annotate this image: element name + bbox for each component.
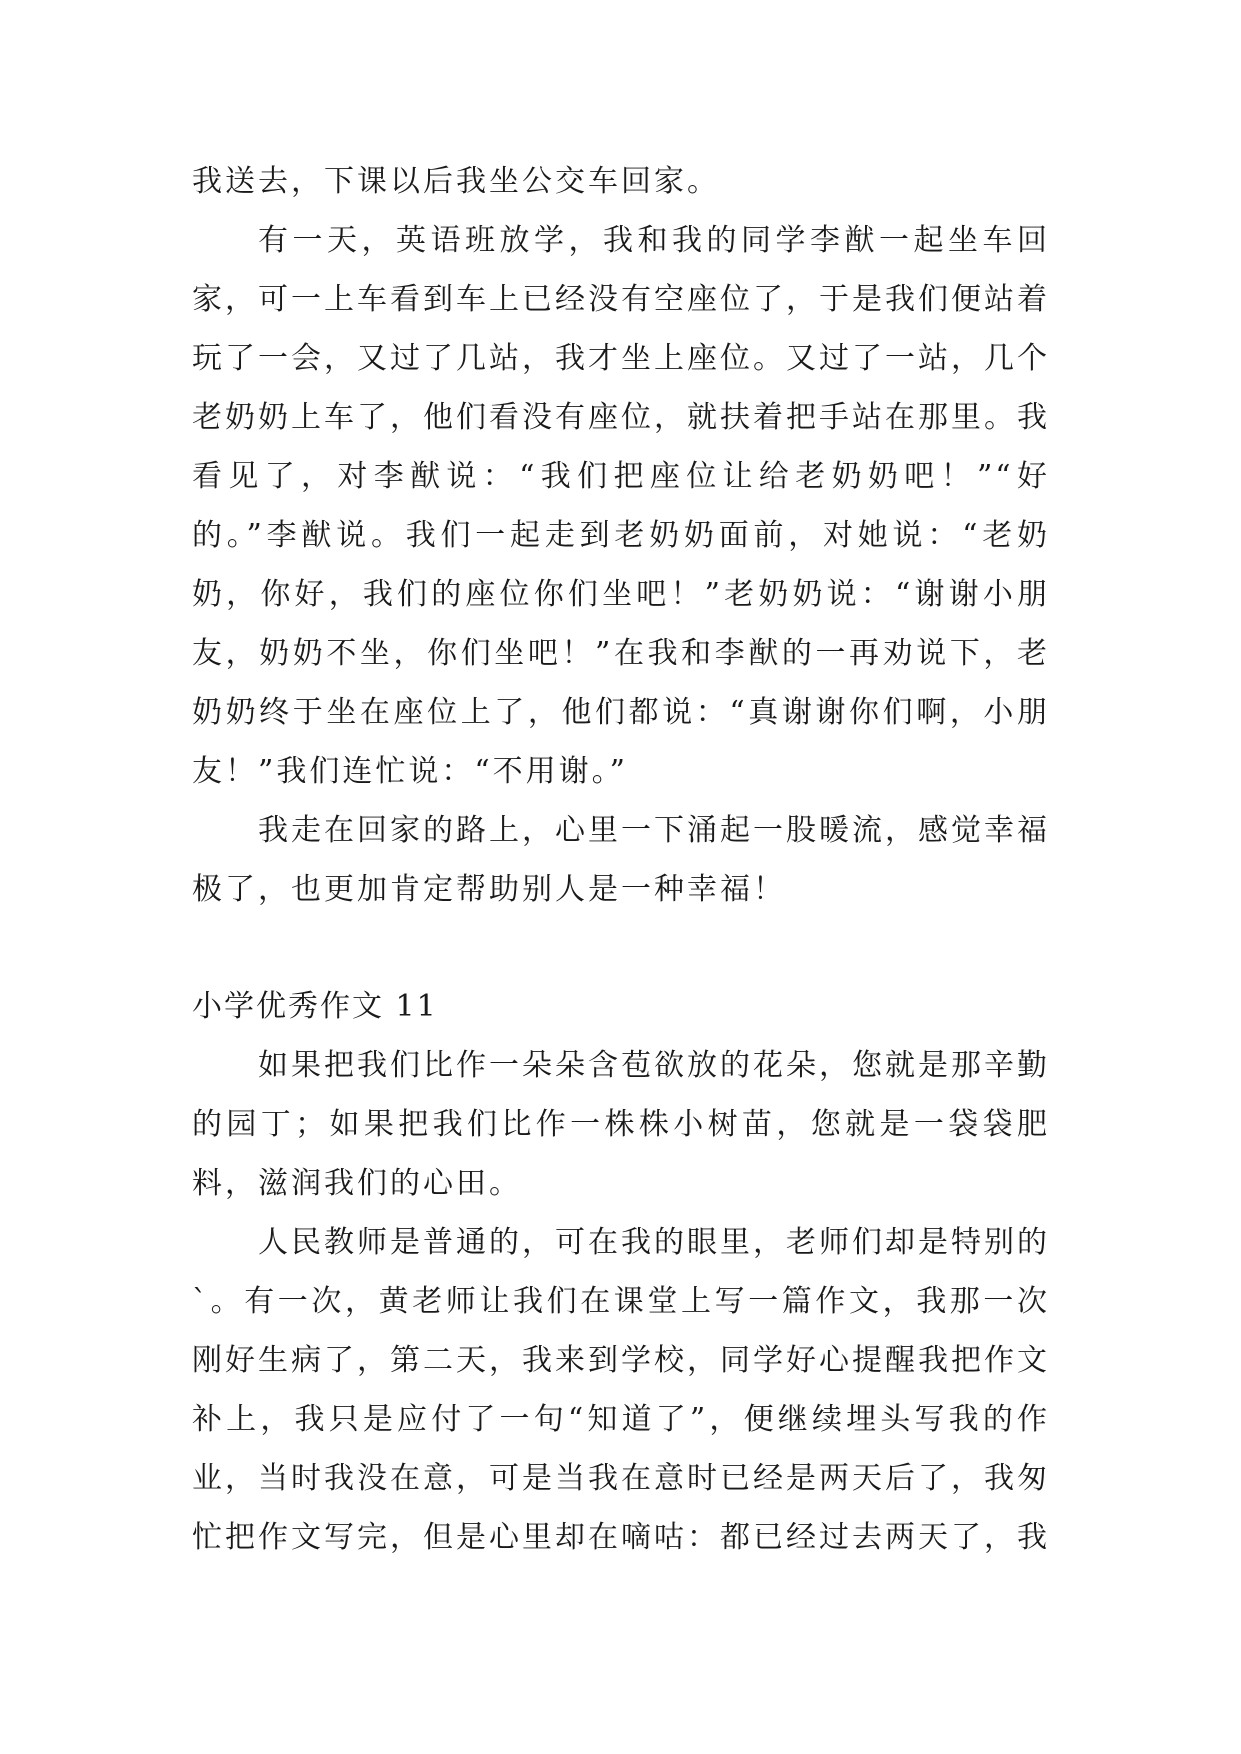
paragraph-metaphor: 如果把我们比作一朵朵含苞欲放的花朵，您就是那辛勤的园丁；如果把我们比作一株株小树苗，您就是一袋袋肥料，滋润我们的心田。: [192, 1048, 1050, 1201]
paragraph-continuation: 我送去，下课以后我坐公交车回家。: [192, 164, 720, 199]
document-body: [192, 152, 1050, 1567]
section-title: 小学优秀作文 11: [192, 989, 438, 1024]
paragraph-bus-story: 有一天，英语班放学，我和我的同学李猷一起坐车回家，可一上车看到车上已经没有空座位了，于是我们便站着玩了一会，又过了几站，我才坐上座位。又过了一站，几个老奶奶上车了，他们看没有座位，就扶着把手站在那里。我看见了，对李猷说：“我们把座位让给老奶奶吧！”“好的。”李猷说。我们一起走到老奶奶面前，对她说：“老奶奶，你好，我们的座位你们坐吧！”老奶奶说：“谢谢小朋友，奶奶不坐，你们坐吧！”在我和李猷的一再劝说下，老奶奶终于坐在座位上了，他们都说：“真谢谢你们啊，小朋友！”我们连忙说：“不用谢。”: [192, 223, 1050, 789]
paragraph-teacher-story: 人民教师是普通的，可在我的眼里，老师们却是特别的`。有一次，黄老师让我们在课堂上写一篇作文，我那一次刚好生病了，第二天，我来到学校，同学好心提醒我把作文补上，我只是应付了一句“知道了”，便继续埋头写我的作业，当时我没在意，可是当我在意时已经是两天后了，我匆忙把作文写完，但是心里却在嘀咕：都已经过去两天了，我: [192, 1225, 1050, 1555]
paragraph-conclusion: 我走在回家的路上，心里一下涌起一股暖流，感觉幸福极了，也更加肯定帮助别人是一种幸福！: [192, 813, 1050, 907]
